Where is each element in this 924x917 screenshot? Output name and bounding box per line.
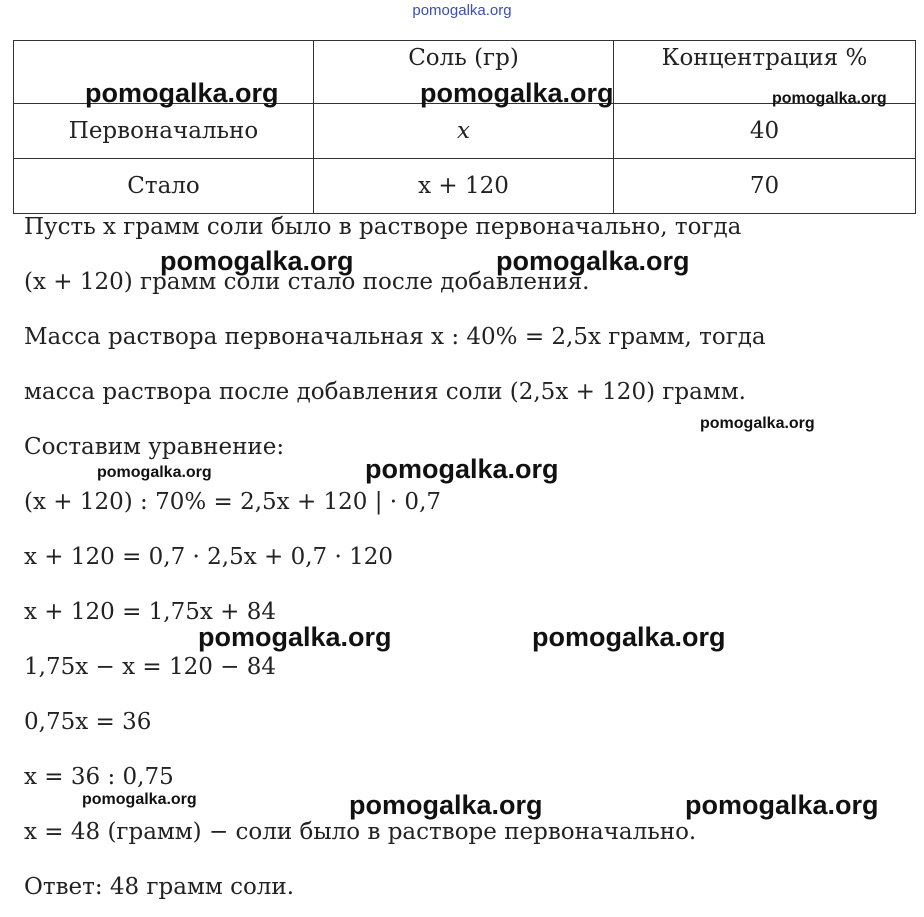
equation-line: x + 120 = 0,7 · 2,5x + 0,7 · 120 bbox=[24, 544, 394, 570]
solution-line: (x + 120) грамм соли стало после добавления. bbox=[24, 269, 590, 295]
table-cell: x + 120 bbox=[314, 159, 614, 214]
site-link[interactable]: pomogalka.org bbox=[412, 2, 512, 19]
table-cell: Стало bbox=[14, 159, 314, 214]
equation-line: 0,75x = 36 bbox=[24, 709, 152, 735]
watermark: pomogalka.org bbox=[496, 246, 690, 276]
watermark: pomogalka.org bbox=[97, 464, 212, 481]
table-cell: Первоначально bbox=[14, 104, 314, 159]
watermark: pomogalka.org bbox=[349, 790, 543, 820]
table-row bbox=[14, 104, 916, 159]
equation-line: 1,75x − x = 120 − 84 bbox=[24, 654, 277, 680]
watermark: pomogalka.org bbox=[198, 622, 392, 652]
table-cell: 40 bbox=[614, 104, 916, 159]
solution-table bbox=[13, 40, 916, 214]
equation-line: x + 120 = 1,75x + 84 bbox=[24, 599, 277, 625]
watermark: pomogalka.org bbox=[700, 415, 815, 432]
watermark: pomogalka.org bbox=[772, 90, 887, 107]
solution-line: Составим уравнение: bbox=[24, 434, 285, 460]
table-cell: 70 bbox=[614, 159, 916, 214]
table-cell: x bbox=[314, 104, 614, 159]
watermark: pomogalka.org bbox=[85, 78, 279, 108]
equation-line: x = 36 : 0,75 bbox=[24, 764, 174, 790]
solution-line: Пусть x грамм соли было в растворе первоначально, тогда bbox=[24, 214, 742, 240]
table-row bbox=[14, 159, 916, 214]
watermark: pomogalka.org bbox=[420, 78, 614, 108]
result-line: x = 48 (грамм) − соли было в растворе первоначально. bbox=[24, 819, 697, 845]
answer-line: Ответ: 48 грамм соли. bbox=[24, 874, 295, 900]
equation-line: (x + 120) : 70% = 2,5x + 120 | · 0,7 bbox=[24, 489, 442, 515]
solution-line: масса раствора после добавления соли (2,5x + 120) грамм. bbox=[24, 379, 746, 405]
table-header-cell: Соль (гр) bbox=[314, 41, 614, 104]
watermark: pomogalka.org bbox=[82, 791, 197, 808]
table-header-cell: Концентрация % bbox=[614, 41, 916, 104]
watermark: pomogalka.org bbox=[532, 622, 726, 652]
solution-line: Масса раствора первоначальная x : 40% = 2,5x грамм, тогда bbox=[24, 324, 766, 350]
watermark: pomogalka.org bbox=[685, 790, 879, 820]
watermark: pomogalka.org bbox=[160, 246, 354, 276]
watermark: pomogalka.org bbox=[365, 454, 559, 484]
